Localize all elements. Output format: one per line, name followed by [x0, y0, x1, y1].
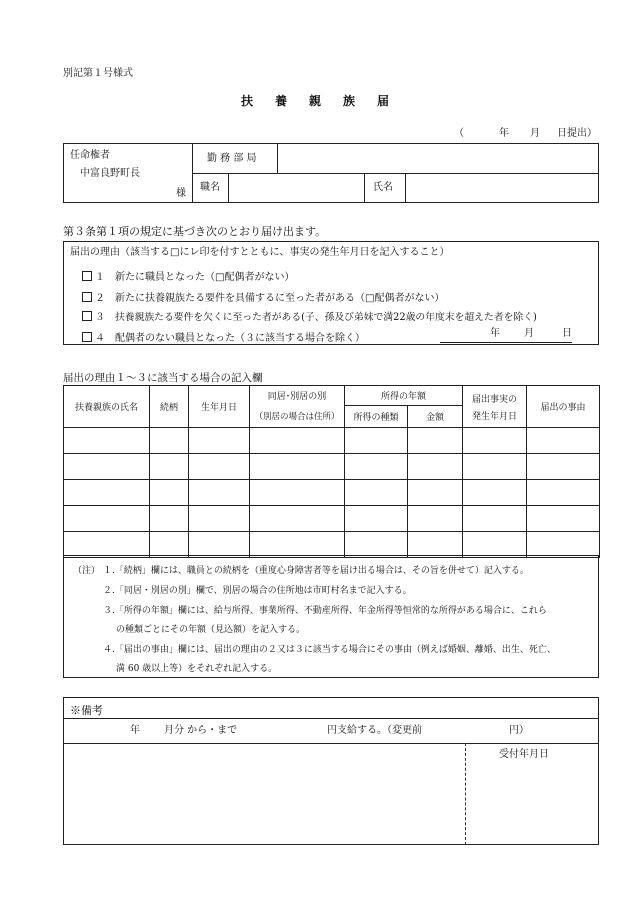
title-char: 親	[308, 94, 321, 108]
table-cell[interactable]	[463, 532, 527, 558]
table-cell[interactable]	[250, 480, 345, 506]
post-label: 職名	[200, 182, 220, 193]
title-char: 届	[377, 94, 390, 108]
title-char: 族	[343, 94, 356, 108]
dependents-table	[63, 385, 600, 558]
name-label: 氏名	[373, 182, 393, 193]
notes-prefix: （注）	[73, 566, 101, 576]
post-field[interactable]	[229, 174, 363, 202]
reason-date-day: 日	[562, 328, 572, 339]
table-cell[interactable]	[408, 506, 463, 532]
table-cell[interactable]	[64, 532, 150, 558]
table-cell[interactable]	[527, 428, 600, 454]
date-year: 年	[499, 128, 509, 139]
page-title	[0, 90, 630, 109]
remarks-month-range: 月分 から・まで	[164, 725, 238, 736]
received-date-field[interactable]	[467, 764, 598, 844]
table-cell[interactable]	[189, 532, 250, 558]
reason-date-month: 月	[524, 328, 534, 339]
table-cell[interactable]	[64, 428, 150, 454]
note-4a: ４.「届出の事由」欄には、届出の理由の２又は３に該当する場合にその事由（例えば婚姻、離婚、出生、死亡、	[103, 645, 556, 655]
table-cell[interactable]	[345, 480, 408, 506]
sama-label: 様	[176, 188, 186, 199]
table-row	[64, 480, 600, 506]
note-1: １.「続柄」欄には、職員との続柄を（重度心身障害者等を届け出る場合は、その旨を併せて）記入する。	[103, 566, 529, 576]
table-cell[interactable]	[250, 428, 345, 454]
table-cell[interactable]	[250, 454, 345, 480]
header-birth: 生年月日	[189, 386, 250, 428]
reason-date-year: 年	[490, 328, 500, 339]
reason-date-underline	[440, 342, 572, 343]
table-cell[interactable]	[250, 506, 345, 532]
table-cell[interactable]	[64, 506, 150, 532]
department-field[interactable]	[278, 144, 598, 172]
table-cell[interactable]	[345, 454, 408, 480]
table-cell[interactable]	[463, 454, 527, 480]
note-3b: の種類ごとにその年額（見込額）を記入する。	[116, 625, 306, 635]
table-cell[interactable]	[189, 506, 250, 532]
header-relation: 続柄	[150, 386, 189, 428]
header-reason: 届出の事由	[527, 386, 600, 428]
note-2: ２.「同居・別居の別」欄で、別居の場合の住所地は市町村名まで記入する。	[103, 586, 412, 596]
header-income-type: 所得の種類	[345, 406, 408, 428]
table-cell[interactable]	[150, 428, 189, 454]
table-cell[interactable]	[150, 532, 189, 558]
table-cell[interactable]	[527, 532, 600, 558]
table-cell[interactable]	[345, 428, 408, 454]
appointer-label: 任命権者	[70, 150, 110, 161]
note-4b: 満 60 歳以上等）をそれぞれ記入する。	[116, 664, 278, 674]
table-caption: 届出の理由１～３に該当する場合の記入欄	[63, 372, 263, 384]
table-cell[interactable]	[189, 480, 250, 506]
remarks-payment: 円支給する。（変更前	[327, 725, 422, 736]
table-cell[interactable]	[463, 428, 527, 454]
table-row	[64, 454, 600, 480]
reason-item[interactable]: ３ 扶養親族たる要件を欠くに至った者がある(子、孫及び弟妹で満22歳の年度末を超えた者を除く)	[82, 309, 537, 323]
reason-item[interactable]: ４ 配偶者のない職員となった（３に該当する場合を除く）	[82, 329, 365, 344]
title-char: 扶	[240, 94, 253, 108]
header-cohabit-sub: （別居の場合は住所）	[250, 406, 345, 428]
checkbox[interactable]	[82, 332, 92, 342]
header-date: 届出事実の 発生年月日	[463, 386, 527, 428]
checkbox[interactable]	[82, 292, 92, 302]
remarks-field[interactable]	[64, 744, 464, 844]
table-cell[interactable]	[150, 480, 189, 506]
table-cell[interactable]	[527, 506, 600, 532]
remarks-label: ※備考	[70, 704, 103, 717]
header-income-amount: 金額	[408, 406, 463, 428]
date-open: （	[454, 128, 464, 139]
department-label: 勤 務 部 局	[207, 153, 257, 164]
table-cell[interactable]	[408, 532, 463, 558]
table-row	[64, 532, 600, 558]
intro-text: 第３条第１項の規定に基づき次のとおり届け出ます。	[63, 225, 327, 238]
table-cell[interactable]	[345, 532, 408, 558]
table-cell[interactable]	[463, 480, 527, 506]
table-cell[interactable]	[64, 454, 150, 480]
appointer-name: 中富良野町長	[80, 168, 140, 179]
date-submit: 日提出）	[557, 128, 597, 139]
table-cell[interactable]	[408, 454, 463, 480]
table-cell[interactable]	[527, 480, 600, 506]
checkbox[interactable]	[82, 311, 92, 321]
table-cell[interactable]	[463, 506, 527, 532]
reason-item[interactable]: １ 新たに職員となった（□配偶者がない）	[82, 268, 294, 283]
table-cell[interactable]	[150, 454, 189, 480]
remarks-year: 年	[130, 725, 140, 736]
form-id: 別記第１号様式	[63, 68, 133, 79]
note-3a: ３.「所得の年額」欄には、給与所得、事業所得、不動産所得、年金所得等恒常的な所得がある場合に、これら	[103, 606, 547, 616]
title-char: 養	[274, 94, 287, 108]
header-name: 扶養親族の氏名	[64, 386, 150, 428]
table-row	[64, 428, 600, 454]
table-row	[64, 506, 600, 532]
table-cell[interactable]	[64, 480, 150, 506]
reason-header: 届出の理由（該当する□にレ印を付すとともに、事実の発生年月日を記入すること）	[70, 247, 450, 258]
received-date-label: 受付年月日	[499, 749, 549, 760]
table-cell[interactable]	[408, 428, 463, 454]
date-month: 月	[530, 128, 540, 139]
remarks-yen-end: 円）	[509, 725, 529, 736]
header-cohabit: 同居･別居の別	[250, 386, 345, 406]
table-cell[interactable]	[345, 506, 408, 532]
name-field[interactable]	[406, 174, 598, 202]
table-cell[interactable]	[189, 454, 250, 480]
header-income: 所得の年額	[345, 386, 463, 406]
checkbox[interactable]	[82, 271, 92, 281]
table-cell[interactable]	[408, 480, 463, 506]
table-cell[interactable]	[250, 532, 345, 558]
table-cell[interactable]	[527, 454, 600, 480]
table-cell[interactable]	[150, 506, 189, 532]
reason-item[interactable]: ２ 新たに扶養親族たる要件を具備するに至った者がある（□配偶者がない）	[82, 289, 444, 304]
table-cell[interactable]	[189, 428, 250, 454]
